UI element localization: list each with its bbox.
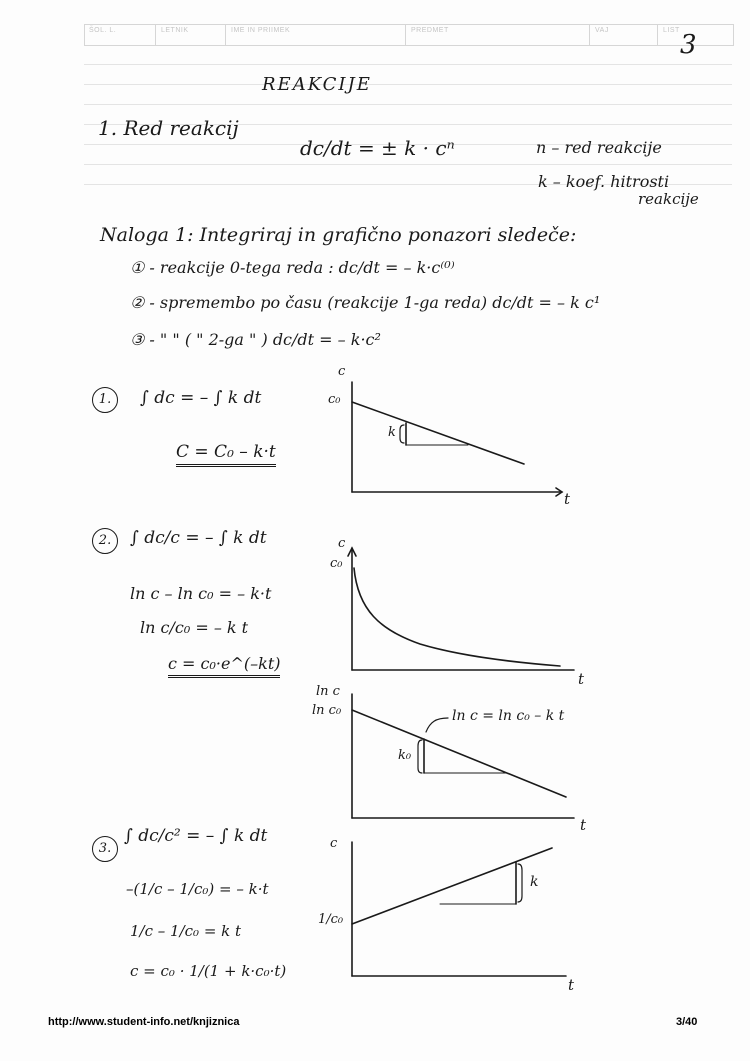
section-label: 1. Red reakcij <box>98 116 239 140</box>
graph-3-xlabel: t <box>568 976 575 994</box>
graph-second-order <box>352 842 566 976</box>
graph-2a-curve <box>354 568 560 666</box>
task-item-1: ① - reakcije 0-tega reda : dc/dt = – k·c⁽⁰⁾ <box>130 258 455 277</box>
header-cell: VAJ <box>595 27 609 34</box>
case-2-integral: ∫ dc/c = – ∫ k dt <box>130 528 267 548</box>
sheet-page-number: 3 <box>680 30 697 60</box>
graph-zero-order <box>352 382 562 496</box>
graph-1-line <box>352 402 524 464</box>
task-heading: Naloga 1: Integriraj in grafično ponazori sledeče: <box>100 224 577 246</box>
case-2-step-2: ln c/c₀ = – k t <box>140 618 249 637</box>
case-2-step-1: ln c – ln c₀ = – k·t <box>130 584 272 603</box>
graph-first-order-exp <box>348 548 574 670</box>
graph-2b-brace <box>418 740 422 773</box>
case-1-result: C = C₀ – k·t <box>176 442 276 467</box>
header-cell: IME IN PRIIMEK <box>231 27 291 34</box>
page-title: REAKCIJE <box>262 74 372 95</box>
case-3-number: 3. <box>92 836 118 862</box>
graph-2a-y0: c₀ <box>330 556 343 571</box>
header-cell: PREDMET <box>411 27 449 34</box>
graph-1-y0: c₀ <box>328 392 341 407</box>
graph-3-y0: 1/c₀ <box>318 912 344 927</box>
graph-2a-ylabel: c <box>338 536 346 551</box>
graph-3-ylabel: c <box>330 836 338 851</box>
case-1-number: 1. <box>92 387 118 413</box>
legend-k: k – koef. hitrosti <box>538 172 670 191</box>
legend-n: n – red reakcije <box>536 138 662 157</box>
graph-2a-xlabel: t <box>578 670 585 688</box>
case-3-result: c = c₀ · 1/(1 + k·c₀·t) <box>130 962 287 980</box>
header-cell: LETNIK <box>161 27 189 34</box>
rate-equation: dc/dt = ± k · cⁿ <box>300 136 455 160</box>
case-3-step-2: 1/c – 1/c₀ = k t <box>130 922 242 940</box>
case-2-number: 2. <box>92 528 118 554</box>
graph-2b-annotation: ln c = ln c₀ – k t <box>452 708 565 724</box>
graph-2b-xlabel: t <box>580 816 587 834</box>
task-item-2: ② - spremembo po času (reakcije 1-ga reda) dc/dt = – k c¹ <box>130 293 601 312</box>
legend-k-continued: reakcije <box>638 190 699 208</box>
case-2-result: c = c₀·e^(–kt) <box>168 654 280 678</box>
graph-1-ylabel: c <box>338 364 346 379</box>
graph-1-xlabel: t <box>564 490 571 508</box>
graph-2b-annotation-leader <box>426 718 448 732</box>
case-1-integral: ∫ dc = – ∫ k dt <box>140 388 262 408</box>
footer-url[interactable]: http://www.student-info.net/knjiznica <box>48 1016 240 1028</box>
header-cell: ŠOL. L. <box>89 27 117 34</box>
graph-3-brace <box>518 864 522 902</box>
header-cell: LIST <box>663 27 680 34</box>
graph-1-slope-label: k <box>388 425 396 440</box>
case-3-integral: ∫ dc/c² = – ∫ k dt <box>124 826 268 846</box>
case-3-step-1: –(1/c – 1/c₀) = – k·t <box>126 880 269 898</box>
graph-2b-y0: ln c₀ <box>312 703 342 718</box>
graph-3-slope-label: k <box>530 874 539 890</box>
graph-2b-slope-label: k₀ <box>398 748 412 763</box>
footer-page-count: 3/40 <box>676 1016 698 1028</box>
task-item-3: ③ - " " ( " 2-ga " ) dc/dt = – k·c² <box>130 330 381 349</box>
graph-1-brace <box>400 425 404 443</box>
graph-2b-ylabel: ln c <box>316 684 340 699</box>
